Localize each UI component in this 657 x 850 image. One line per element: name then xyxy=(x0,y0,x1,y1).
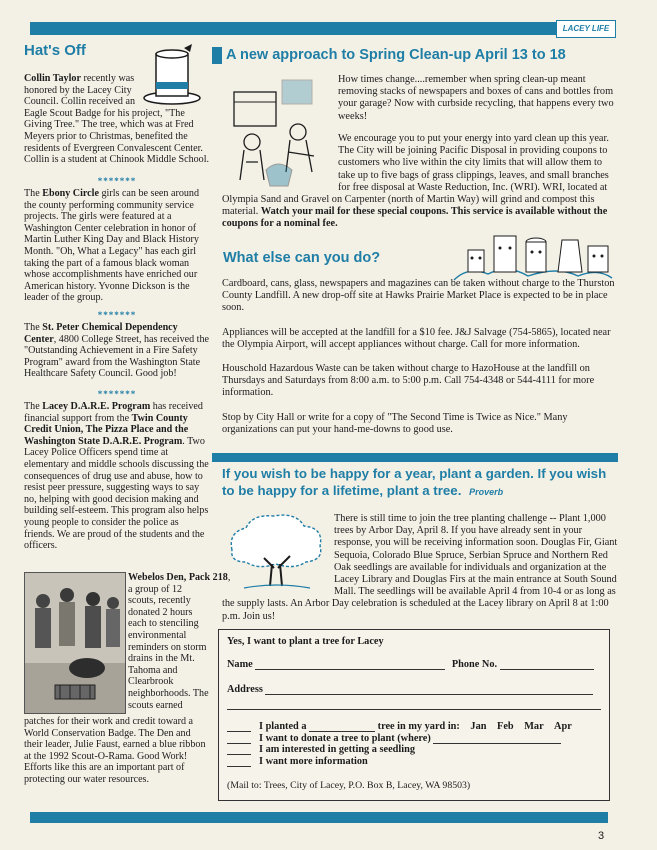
webelos-paragraph-continued: patches for their work and credit toward a World Conservation Badge. The Den and their leader, Julie Faust, earned a blue ribbon at the 1992 Scout-O-Rama. Good Work! Efforts like this are an important part of protecting our water resources. xyxy=(24,716,206,785)
stpeter-name: St. Peter Chemical Dependency Center xyxy=(24,322,178,345)
option-planted-checkbox[interactable] xyxy=(227,721,251,732)
what-else-paragraph-1: Cardboard, cans, glass, newspapers and magazines can be taken without charge to the Thurston County Landfill. A new drop-off site at Hawks Prairie Market Place is expected to be in place soon. xyxy=(222,278,615,314)
scouts-photo xyxy=(24,572,126,714)
month-apr[interactable]: Apr xyxy=(554,721,572,732)
header-bar xyxy=(30,22,556,35)
what-else-body xyxy=(222,278,618,436)
masthead-text: LACEY LIFE xyxy=(562,24,610,33)
stpeter-paragraph xyxy=(24,322,210,380)
option-seedling-label: I am interested in getting a seedling xyxy=(259,744,415,755)
collin-text: recently was honored by the Lacey City Council. Collin received an Eagle Scout Badge for his project, "The Giving Tree." The tree, which was at Fred Meyers prior to Christmas, benefited the residents of Evergreen Convalescent Center. Collin is a student at Chinook Middle School. xyxy=(24,73,210,166)
collin-paragraph xyxy=(24,73,210,166)
stpeter-paragraph-wrap xyxy=(24,322,210,380)
cleanup-paragraph-2 xyxy=(222,133,618,231)
garden-quote xyxy=(222,465,618,501)
stars-3-wrap xyxy=(24,389,210,399)
dare-paragraph xyxy=(24,401,210,552)
hats-off-body xyxy=(24,73,210,166)
footer-bar xyxy=(30,812,608,823)
cleanup-title: A new approach to Spring Clean-up April 13 to 18 xyxy=(226,47,566,63)
masthead xyxy=(556,20,616,38)
phone-label: Phone No. xyxy=(451,659,498,670)
stars-1-wrap xyxy=(24,176,210,186)
phone-field[interactable] xyxy=(500,658,594,670)
garden-quote-text: If you wish to be happy for a year, plant a garden. If you wish to be happy for a lifetime, plant a tree. xyxy=(222,466,607,498)
garden-body xyxy=(222,513,618,623)
address-line-2[interactable] xyxy=(227,708,601,710)
webelos-paragraph: Webelos Den, Pack 218, a group of 12 scouts, recently donated 2 hours each to stenciling environmental reminders on storm drains in the Mt. Tahoma and Clearbrook neighborhoods. The scouts earned xyxy=(128,572,231,711)
month-feb[interactable]: Feb xyxy=(497,721,514,732)
page-number: 3 xyxy=(598,830,605,842)
address-row xyxy=(227,683,601,695)
ebony-paragraph xyxy=(24,188,210,304)
scouts-photo-image xyxy=(25,573,125,713)
option-donate-checkbox[interactable] xyxy=(227,733,251,744)
stars-divider-3: ******* xyxy=(97,389,137,399)
webelos-paragraph-narrow xyxy=(128,572,231,711)
mail-to-text: (Mail to: Trees, City of Lacey, P.O. Box B, Lacey, WA 98503) xyxy=(227,780,471,791)
option-planted xyxy=(227,720,607,732)
what-else-paragraph-2: Appliances will be accepted at the landfill for a $10 fee. J&J Salvage (754-5865), located near the Olympia Airport, will accept appliances without charge. Call for more information. xyxy=(222,326,611,350)
month-mar[interactable]: Mar xyxy=(524,721,544,732)
stpeter-text: , 4800 College Street, has received the "Outstanding Achievement in a Fire Safety Program" award from the Washington State Healthcare Safety Council. Good job! xyxy=(24,333,209,380)
option-info-checkbox[interactable] xyxy=(227,756,251,767)
option-planted-label-b: tree in my yard in: xyxy=(377,721,460,732)
what-else-paragraph-3: Houschold Hazardous Waste can be taken without charge to HazoHouse at the landfill on Thursdays and Saturdays from 8:00 a.m. to 5:00 p.m. Call 754-4348 or 544-4111 for more information. xyxy=(222,363,595,399)
dare-mid: has received financial support from the xyxy=(24,401,203,424)
tree-form xyxy=(218,629,610,801)
name-field[interactable] xyxy=(255,658,445,670)
tree-type-field[interactable] xyxy=(309,720,375,732)
tree-form-title: Yes, I want to plant a tree for Lacey xyxy=(227,636,384,647)
name-row xyxy=(227,658,601,670)
garden-quote-attribution: Proverb xyxy=(469,487,504,497)
garden-bar xyxy=(212,453,618,462)
ebony-lead: The xyxy=(24,188,43,199)
garden-quote-wrap xyxy=(222,465,618,501)
cleanup-paragraph-1: How times change....remember when spring clean-up meant removing stacks of newspapers and boxes of cans and bottles from your garage? Now with curbside recycling, that happens every two weeks! xyxy=(338,74,614,122)
address-field[interactable] xyxy=(265,683,593,695)
option-donate-label: I want to donate a tree to plant (where) xyxy=(259,733,431,744)
cleanup-bar xyxy=(212,47,222,64)
option-seedling-checkbox[interactable] xyxy=(227,744,251,755)
cleanup-mail-note: Watch your mail for these special coupons. This service is available without the coupons for a nominal fee. xyxy=(222,206,608,230)
dare-text: . Two Lacey Police Officers spend time at elementary and middle schools discussing the consequences of drug use and abuse, how to resist peer pressure, suggesting ways to say no, helping with good decision making and building self-esteem. This program also helps young people to consider the police as friends. We are proud of the students and the officers. xyxy=(24,435,209,552)
dare-name: Lacey D.A.R.E. Program xyxy=(42,401,151,412)
collin-name: Collin Taylor xyxy=(24,73,81,84)
option-info xyxy=(227,756,607,767)
stars-2-wrap xyxy=(24,310,210,320)
ebony-paragraph-wrap xyxy=(24,188,210,304)
dare-lead: The xyxy=(24,401,43,412)
what-else-paragraph-4: Stop by City Hall or write for a copy of "The Second Time is Twice as Nice." Many organizations can put your hand-me-downs to good use. xyxy=(222,411,568,435)
name-label: Name xyxy=(227,659,253,670)
stars-divider-1: ******* xyxy=(97,176,137,186)
ebony-text: girls can be seen around the county performing community service projects. The girls were featured at a Washington Center celebration in honor of Martin Luther King Day and Black History Month. "Oh, What a Legacy" has each girl taking the part of a famous black woman whose accomplishments have enriched our American history. Yvonne Dickson is the leader of the group. xyxy=(24,188,200,304)
cleanup-paragraph-2-text: We encourage you to put your energy into yard clean up this year. The City will be joining Pacific Disposal in providing coupons to customers who live within the city limits that will allow them to take up to five bags of grass clippings, leaves, and small branches for free disposal at Waste Reduction, Inc. (WRI). WRI, located at Olympia Sand and Gravel on Carpenter (north of Martin Way) will grind and compost this material. xyxy=(222,133,609,218)
what-else-title: What else can you do? xyxy=(223,250,381,266)
option-seedling xyxy=(227,744,607,755)
hats-off-title: Hat's Off xyxy=(24,42,86,59)
option-info-label: I want more information xyxy=(259,756,368,767)
month-jan[interactable]: Jan xyxy=(470,721,487,732)
ebony-name: Ebony Circle xyxy=(42,188,99,199)
dare-sponsors: Twin County Credit Union, The Pizza Place and the Washington State D.A.R.E. Program xyxy=(24,412,189,447)
option-planted-label-a: I planted a xyxy=(259,721,307,732)
dare-paragraph-wrap xyxy=(24,401,210,552)
option-donate xyxy=(227,732,607,744)
address-label: Address xyxy=(227,684,263,695)
webelos-paragraph-wide xyxy=(24,716,210,786)
stpeter-lead: The xyxy=(24,322,43,333)
cleanup-body xyxy=(338,74,616,123)
cleanup-body-2 xyxy=(222,133,618,231)
stars-divider-2: ******* xyxy=(97,310,137,320)
garden-paragraph: There is still time to join the tree planting challenge -- Plant 1,000 trees by Arbor Day, April 8. If you have already sent in your response, you will be receiving information soon. Douglas Fir, Giant Sequoia, Colorado Blue Spruce, Serbian Spruce and Northern Red Oak seedlings are available for individuals and organization at the Lacey Library and Douglas Firs at the main entrance at South Sound Mall. The seedlings will be available April 4 from 10-4 or as long as the supply lasts. An Arbor Day celebration is scheduled at the Lacey library on April 8 at 1:00 p.m. Join us! xyxy=(222,513,618,622)
donate-where-field[interactable] xyxy=(433,732,561,744)
